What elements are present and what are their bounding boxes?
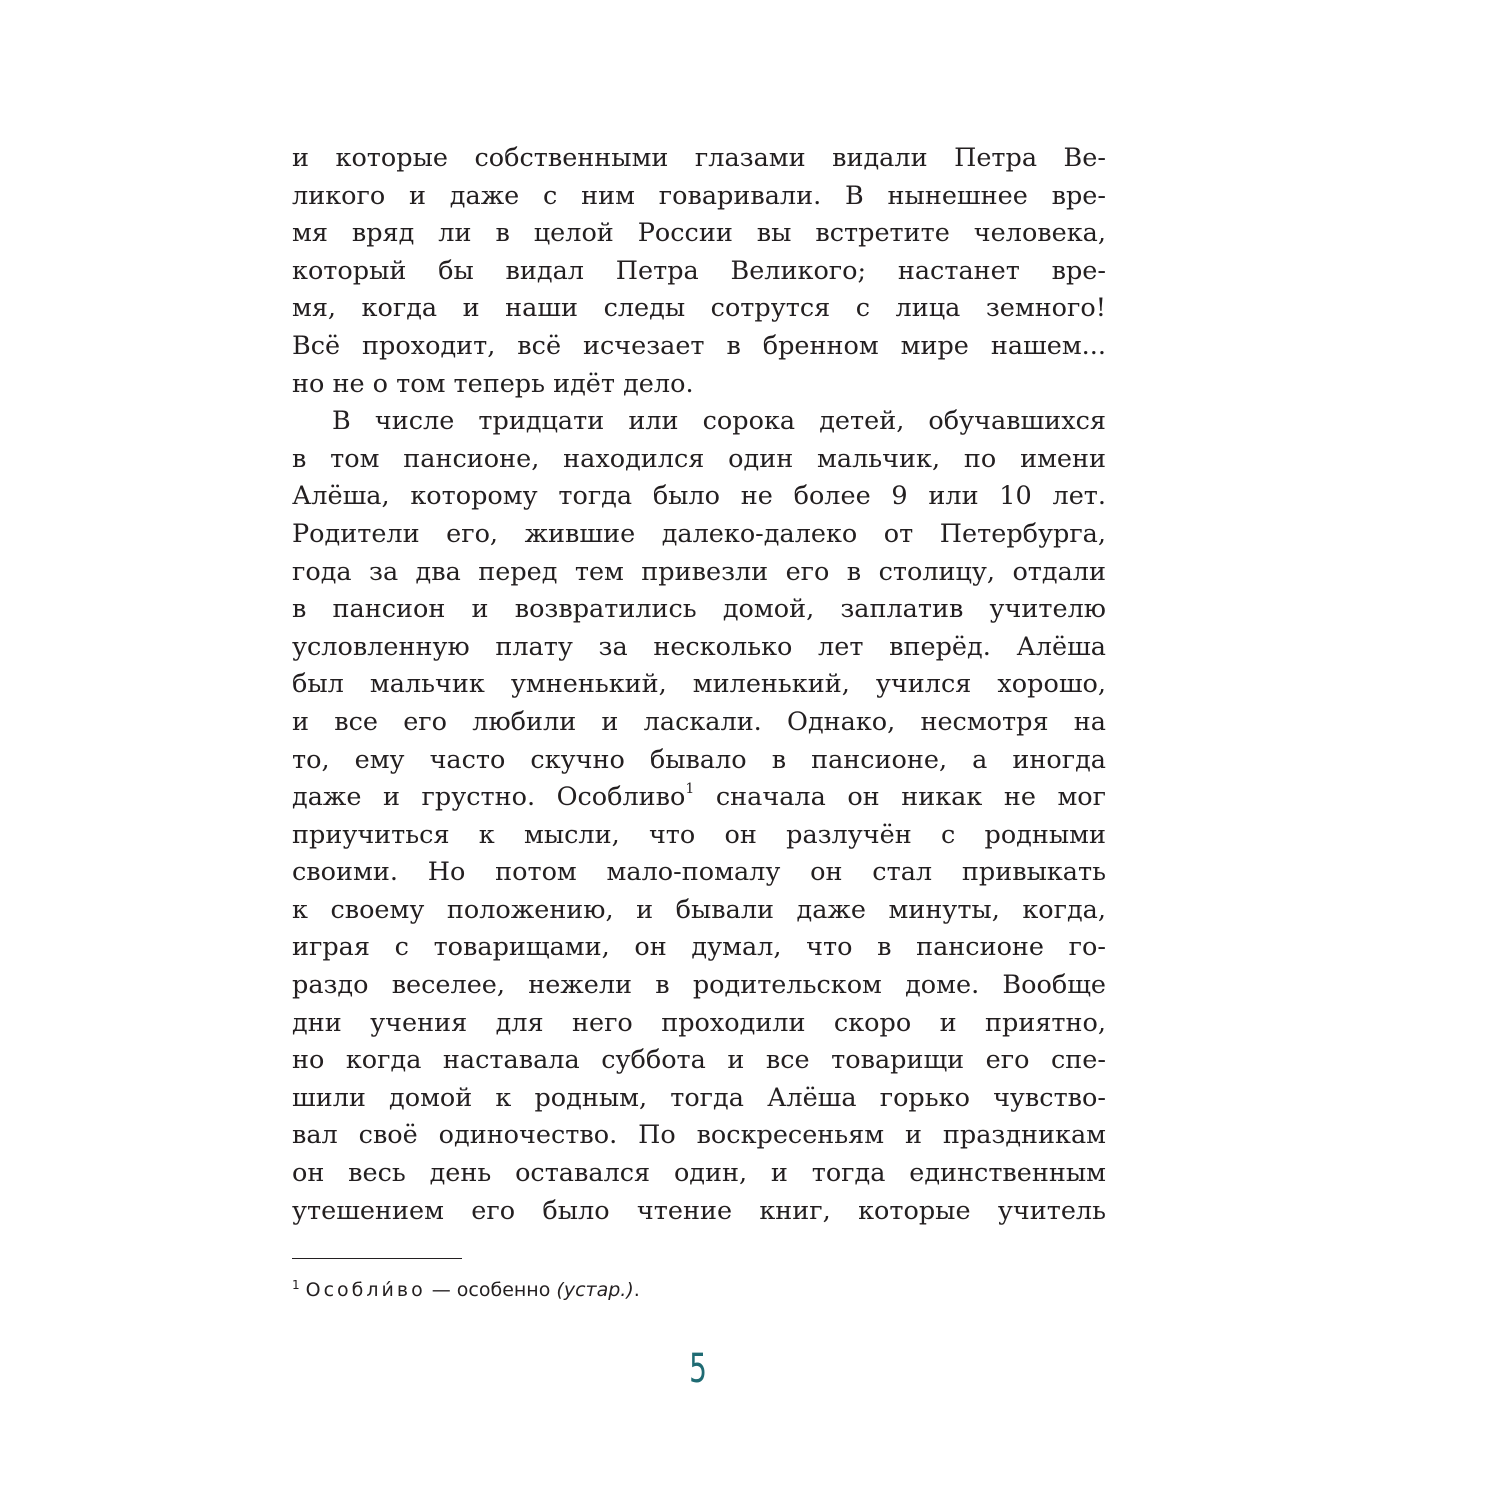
text-line-7: но не о том теперь идёт дело. bbox=[292, 368, 694, 399]
footnote-divider bbox=[292, 1258, 462, 1259]
text-line-19: приучиться к мысли, что он разлучён с родными bbox=[292, 819, 1106, 850]
text-line-2: ликого и даже с ним говаривали. В нынешнее вре- bbox=[292, 180, 1106, 211]
footnote-marker[interactable]: 1 bbox=[685, 781, 695, 798]
text-line-10: Алёша, которому тогда было не более 9 или 10 лет. bbox=[292, 481, 1106, 512]
footnote-label: (устар.) bbox=[556, 1279, 634, 1301]
page-number: 5 bbox=[689, 1346, 707, 1392]
text-line-9: в том пансионе, находился один мальчик, по имени bbox=[292, 443, 1106, 474]
text-line-3: мя вряд ли в целой России вы встретите человека, bbox=[292, 218, 1106, 249]
text-line-15: был мальчик умненький, миленький, учился хорошо, bbox=[292, 669, 1106, 700]
text-line-1: и которые собственными глазами видали Петра Ве- bbox=[292, 143, 1106, 173]
text-line-4: который бы видал Петра Великого; настанет вре- bbox=[292, 255, 1106, 286]
text-line-22: играя с товарищами, он думал, что в пансионе го- bbox=[292, 932, 1106, 963]
text-line-18-head: даже и грустно. Особливо bbox=[292, 782, 686, 813]
text-line-28: он весь день оставался один, и тогда единственным bbox=[292, 1158, 1106, 1189]
text-line-25: но когда наставала суббота и все товарищи его спе- bbox=[292, 1045, 1106, 1076]
text-line-14: условленную плату за несколько лет вперёд. Алёша bbox=[292, 631, 1106, 662]
text-line-23: раздо веселее, нежели в родительском доме. Вообще bbox=[292, 970, 1106, 1001]
text-line-8: В числе тридцати или сорока детей, обучавшихся bbox=[332, 406, 1106, 437]
text-line-26: шили домой к родным, тогда Алёша горько чувство- bbox=[292, 1082, 1106, 1113]
text-line-20: своими. Но потом мало-помалу он стал привыкать bbox=[292, 857, 1106, 888]
text-line-11: Родители его, жившие далеко-далеко от Петербурга, bbox=[292, 518, 1106, 549]
footnote-number: 1 bbox=[292, 1278, 300, 1292]
text-line-16: и все его любили и ласкали. Однако, несмотря на bbox=[292, 706, 1106, 737]
text-line-6: Всё проходит, всё исчезает в бренном мире нашем... bbox=[292, 330, 1106, 361]
footnote bbox=[292, 1278, 640, 1301]
footnote-definition: — особенно bbox=[425, 1279, 557, 1301]
text-line-27: вал своё одиночество. По воскресеньям и праздникам bbox=[292, 1120, 1106, 1151]
text-line-29: утешением его было чтение книг, которые учитель bbox=[292, 1195, 1106, 1226]
footnote-term: Особли́во bbox=[305, 1279, 426, 1301]
text-line-21: к своему положению, и бывали даже минуты, когда, bbox=[292, 894, 1106, 925]
text-line-24: дни учения для него проходили скоро и приятно, bbox=[292, 1007, 1106, 1038]
body-text bbox=[292, 140, 1106, 1230]
text-line-18 bbox=[292, 779, 1106, 817]
text-line-17: то, ему часто скучно бывало в пансионе, а иногда bbox=[292, 744, 1106, 775]
text-line-18-tail: сначала он никак не мог bbox=[694, 782, 1106, 813]
text-line-5: мя, когда и наши следы сотрутся с лица земного! bbox=[292, 293, 1106, 324]
text-line-12: года за два перед тем привезли его в столицу, отдали bbox=[292, 556, 1106, 587]
footnote-end: . bbox=[633, 1279, 640, 1301]
text-line-13: в пансион и возвратились домой, заплатив учителю bbox=[292, 594, 1106, 625]
